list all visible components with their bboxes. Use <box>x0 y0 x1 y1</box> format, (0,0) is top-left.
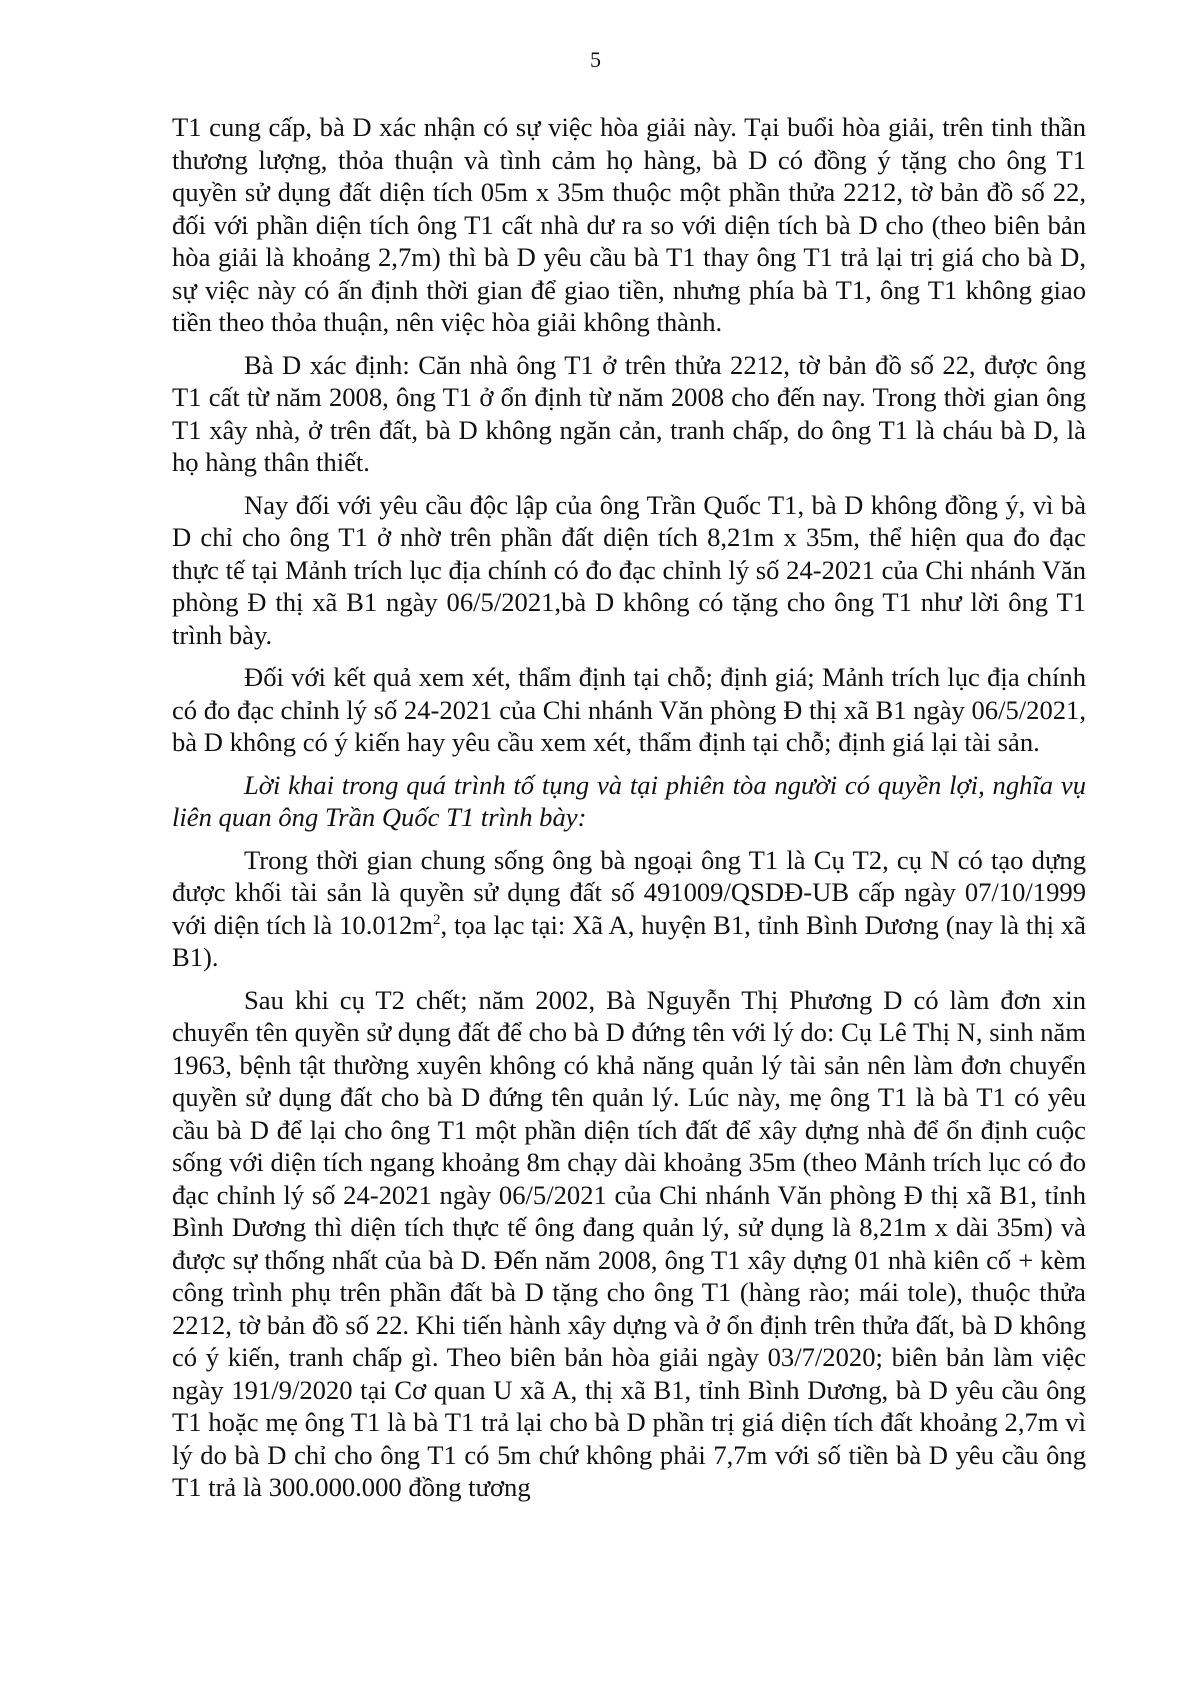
paragraph-appraisal-opinion: Đối với kết quả xem xét, thẩm định tại chỗ; định giá; Mảnh trích lục địa chính có đo đạc chỉnh lý số 24-2021 của Chi nhánh Văn phòng Đ thị xã B1 ngày 06/5/2021, bà D không có ý kiến hay yêu cầu xem xét, thẩm định tại chỗ; định giá lại tài sản. <box>172 662 1086 757</box>
paragraph-house-determination: Bà D xác định: Căn nhà ông T1 ở trên thửa 2212, tờ bản đồ số 22, được ông T1 cất từ năm 2008, ông T1 ở ổn định từ năm 2008 cho đến nay. Trong thời gian ông T1 xây nhà, ở trên đất, bà D không ngăn cản, tranh chấp, do ông T1 là cháu bà D, là họ hàng thân thiết. <box>172 349 1086 477</box>
superscript-exponent: 2 <box>432 911 441 928</box>
paragraph-independent-claim-response: Nay đối với yêu cầu độc lập của ông Trần Quốc T1, bà D không đồng ý, vì bà D chỉ cho ông T1 ở nhờ trên phần đất diện tích 8,21m x 35m, thể hiện qua đo đạc thực tế tại Mảnh trích lục địa chính có đo đạc chỉnh lý số 24-2021 của Chi nhánh Văn phòng Đ thị xã B1 ngày 06/5/2021,bà D không có tặng cho ông T1 như lời ông T1 trình bày. <box>172 489 1086 650</box>
section-heading-testimony: Lời khai trong quá trình tố tụng và tại phiên tòa người có quyền lợi, nghĩa vụ liên quan ông Trần Quốc T1 trình bày: <box>172 769 1086 832</box>
land-origin-text-continued: , tọa lạc tại: Xã A, huyện B1, tỉnh Bình Dương (nay là thị xã B1). <box>172 909 1086 972</box>
document-body <box>172 111 1086 1504</box>
paragraph-land-transfer-history: Sau khi cụ T2 chết; năm 2002, Bà Nguyễn Thị Phương D có làm đơn xin chuyển tên quyền sử dụng đất để cho bà D đứng tên với lý do: Cụ Lê Thị N, sinh năm 1963, bệnh tật thường xuyên không có khả năng quản lý tài sản nên làm đơn chuyển quyền sử dụng đất cho bà D đứng tên quản lý. Lúc này, mẹ ông T1 là bà T1 có yêu cầu bà D để lại cho ông T1 một phần diện tích đất để xây dựng nhà để ổn định cuộc sống với diện tích ngang khoảng 8m chạy dài khoảng 35m (theo Mảnh trích lục có đo đạc chỉnh lý số 24-2021 ngày 06/5/2021 của Chi nhánh Văn phòng Đ thị xã B1, tỉnh Bình Dương thì diện tích thực tế ông đang quản lý, sử dụng là 8,21m x dài 35m) và được sự thống nhất của bà D. Đến năm 2008, ông T1 xây dựng 01 nhà kiên cố + kèm công trình phụ trên phần đất bà D tặng cho ông T1 (hàng rào; mái tole), thuộc thửa 2212, tờ bản đồ số 22. Khi tiến hành xây dựng và ở ổn định trên thửa đất, bà D không có ý kiến, tranh chấp gì. Theo biên bản hòa giải ngày 03/7/2020; biên bản làm việc ngày 191/9/2020 tại Cơ quan U xã A, thị xã B1, tỉnh Bình Dương, bà D yêu cầu ông T1 hoặc mẹ ông T1 là bà T1 trả lại cho bà D phần trị giá diện tích đất khoảng 2,7m vì lý do bà D chỉ cho ông T1 có 5m chứ không phải 7,7m với số tiền bà D yêu cầu ông T1 trả là 300.000.000 đồng tương <box>172 984 1086 1502</box>
paragraph-mediation-continued: T1 cung cấp, bà D xác nhận có sự việc hòa giải này. Tại buổi hòa giải, trên tinh thần thương lượng, thỏa thuận và tình cảm họ hàng, bà D có đồng ý tặng cho ông T1 quyền sử dụng đất diện tích 05m x 35m thuộc một phần thửa 2212, tờ bản đồ số 22, đối với phần diện tích ông T1 cất nhà dư ra so với diện tích bà D cho (theo biên bản hòa giải là khoảng 2,7m) thì bà D yêu cầu bà T1 thay ông T1 trả lại trị giá cho bà D, sự việc này có ấn định thời gian để giao tiền, nhưng phía bà T1, ông T1 không giao tiền theo thỏa thuận, nên việc hòa giải không thành. <box>172 112 1086 337</box>
paragraph-land-origin <box>172 844 1086 974</box>
land-origin-text: Trong thời gian chung sống ông bà ngoại ông T1 là Cụ T2, cụ N có tạo dựng được khối tài sản là quyền sử dụng đất số 491009/QSDĐ-UB cấp ngày 07/10/1999 với diện tích là 10.012m <box>172 844 1086 940</box>
page-number: 5 <box>590 47 601 72</box>
